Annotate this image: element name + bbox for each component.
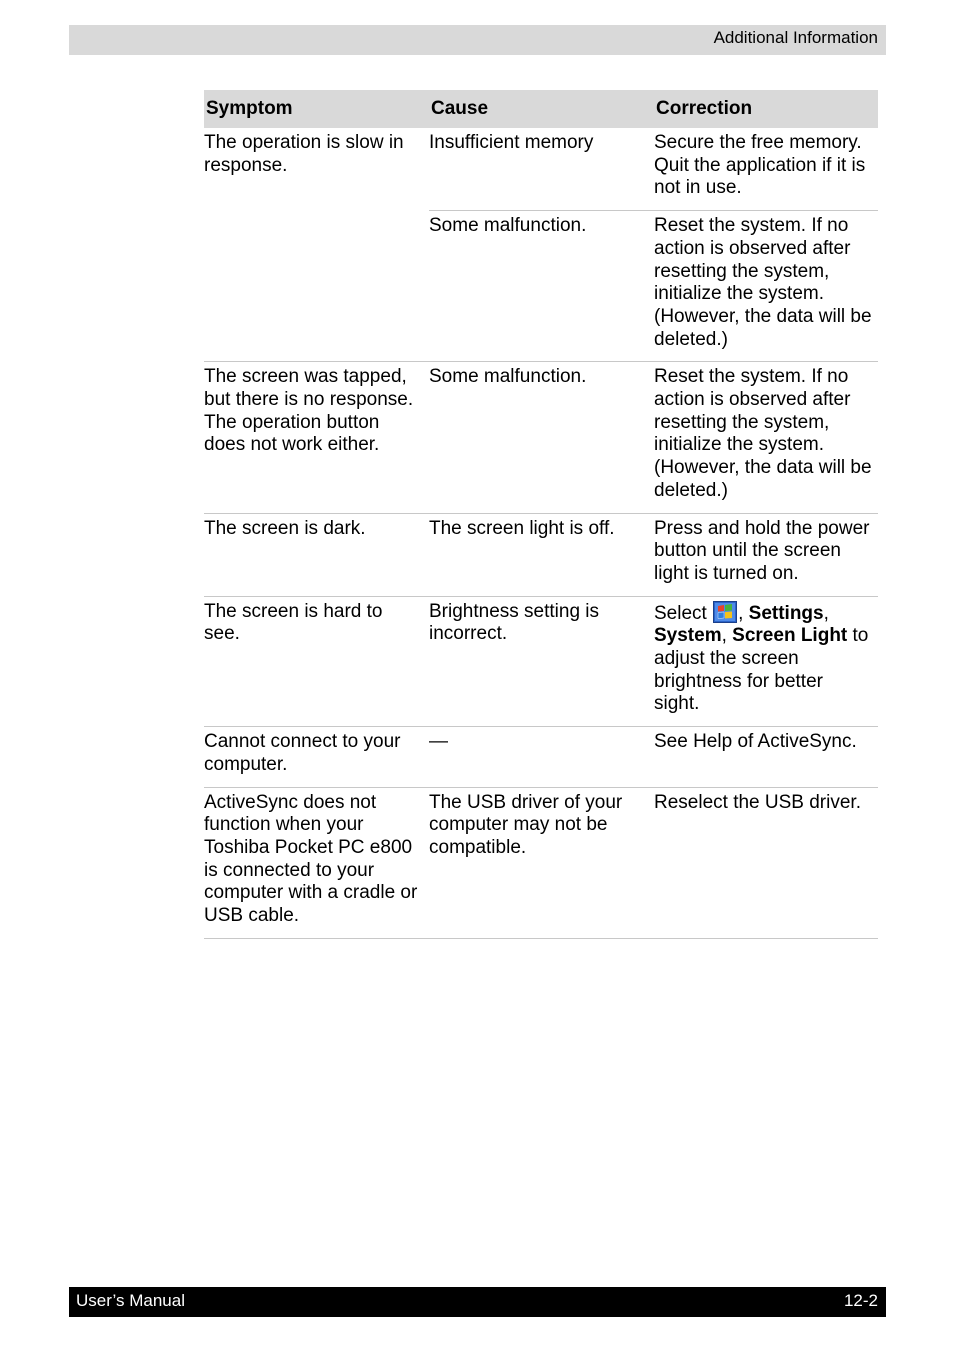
page-footer [69,1287,886,1317]
column-header-cause: Cause [429,90,654,128]
table-row [204,596,878,727]
correction-text: to adjust the screen brightness for better sight. [654,625,869,715]
comma: , [738,602,744,624]
comma: , [823,602,829,624]
table-row [204,727,878,787]
table-row [204,787,878,938]
windows-start-icon [713,601,737,623]
section-title: Additional Information [713,28,878,47]
cause-cell: The USB driver of your computer may not be compatible. [429,787,654,938]
correction-cell: Press and hold the power button until the screen light is turned on. [654,513,878,596]
correction-text: Select [654,602,707,624]
cause-cell: Some malfunction. [429,211,654,362]
correction-cell: Reset the system. If no action is observed after resetting the system, initialize the system. (However, the data will be deleted.) [654,362,878,513]
troubleshooting-table [204,90,878,939]
column-header-symptom: Symptom [204,90,429,128]
table-header-row [204,90,878,128]
cause-cell: Brightness setting is incorrect. [429,596,654,727]
correction-cell: Secure the free memory. Quit the application if it is not in use. [654,128,878,211]
table-row [204,513,878,596]
cause-cell: Some malfunction. [429,362,654,513]
correction-cell [654,596,878,727]
manual-label: User’s Manual [76,1291,185,1310]
symptom-cell: The screen is hard to see. [204,596,429,727]
cause-cell: — [429,727,654,787]
system-label: System [654,625,722,647]
cause-cell: Insufficient memory [429,128,654,211]
page-number: 12-2 [843,1291,878,1310]
cause-cell: The screen light is off. [429,513,654,596]
screen-light-label: Screen Light [732,625,848,647]
column-header-correction: Correction [654,90,878,128]
symptom-cell: The screen was tapped, but there is no response. The operation button does not work either. [204,362,429,513]
correction-cell: Reset the system. If no action is observed after resetting the system, initialize the system. (However, the data will be deleted.) [654,211,878,362]
symptom-cell: The operation is slow in response. [204,128,429,362]
settings-label: Settings [748,602,824,624]
symptom-cell: ActiveSync does not function when your Toshiba Pocket PC e800 is connected to your computer with a cradle or USB cable. [204,787,429,938]
symptom-cell: The screen is dark. [204,513,429,596]
symptom-cell: Cannot connect to your computer. [204,727,429,787]
correction-cell: Reselect the USB driver. [654,787,878,938]
comma: , [721,625,727,647]
table-row [204,362,878,513]
correction-cell: See Help of ActiveSync. [654,727,878,787]
page-header [69,25,886,55]
table-row [204,128,878,211]
